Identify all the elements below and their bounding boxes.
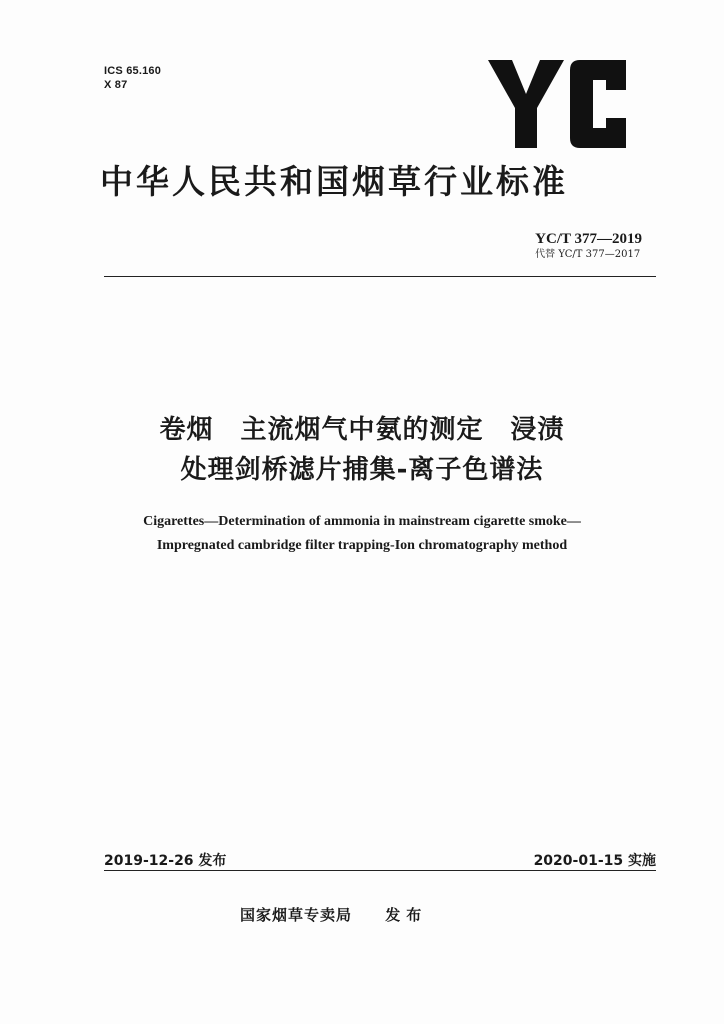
english-title-line-2: Impregnated cambridge filter trapping-Ion chromatography method: [156, 538, 568, 553]
standard-number: YC/T 377—2019: [535, 231, 642, 247]
bottom-divider: [104, 870, 656, 871]
replaces-standard: 代替 YC/T 377—2017: [535, 249, 641, 260]
classification-codes: [104, 64, 161, 92]
chinese-title: [62, 410, 662, 490]
issuer-name: 国家烟草专卖局: [240, 906, 353, 924]
yc-logo-icon: [488, 60, 628, 148]
standard-category-title: 中华人民共和国烟草行业标准: [100, 162, 568, 201]
implementation-date: 2020-01-15 实施: [533, 853, 656, 869]
issuer: [240, 904, 500, 925]
issue-date: 2019-12-26 发布: [104, 853, 227, 869]
chinese-title-line-2: 处理剑桥滤片捕集-离子色谱法: [180, 455, 544, 485]
chinese-title-line-1: 卷烟 主流烟气中氨的测定 浸渍: [159, 415, 565, 445]
english-title-line-1: Cigarettes—Determination of ammonia in mainstream cigarette smoke—: [143, 514, 581, 529]
ics-code: ICS 65.160: [104, 65, 162, 77]
standard-number-block: [535, 230, 642, 262]
ccs-code: X 87: [104, 79, 128, 91]
english-title: [62, 510, 662, 558]
issuer-action: 发布: [385, 906, 428, 924]
top-divider: [104, 276, 656, 277]
